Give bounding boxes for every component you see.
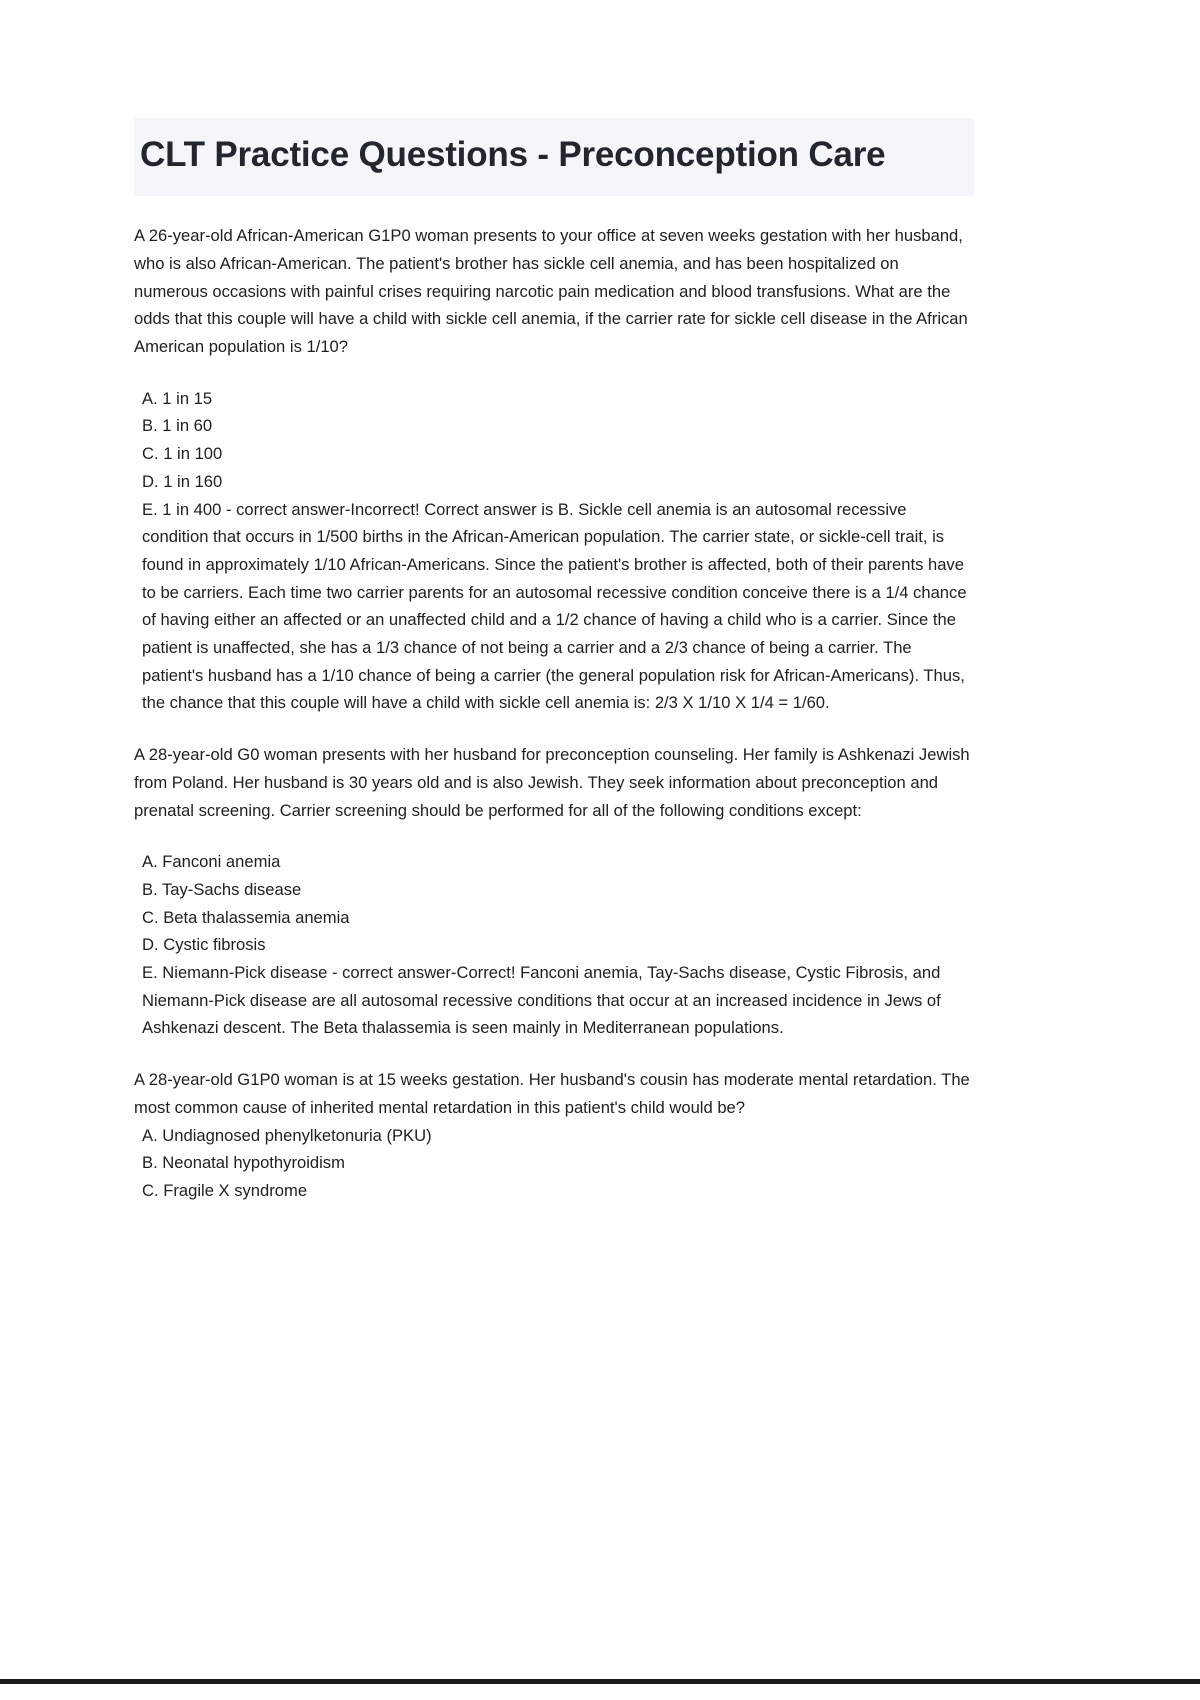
- option-1-e-with-explanation[interactable]: E. 1 in 400 - correct answer-Incorrect! Correct answer is B. Sickle cell anemia is an autosomal recessive condition that occurs in 1/500 births in the African-American population. The carrier state, or sickle-cell trait, is found in approximately 1/10 African-Americans. Since the patient's brother is affected, both of their parents have to be carriers. Each time two carrier parents for an autosomal recessive condition conceive there is a 1/4 chance of having either an affected or an unaffected child and a 1/2 chance of having a child who is a carrier. Since the patient is unaffected, she has a 1/3 chance of not being a carrier and a 2/3 chance of being a carrier. The patient's husband has a 1/10 chance of being a carrier (the general population risk for African-Americans). Thus, the chance that this couple will have a child with sickle cell anemia is: 2/3 X 1/10 X 1/4 = 1/60.: [142, 499, 967, 713]
- option-2-b[interactable]: B. Tay-Sachs disease: [142, 879, 302, 899]
- document-content: [134, 118, 974, 1205]
- option-1-c[interactable]: C. 1 in 100: [142, 444, 223, 464]
- option-1-d[interactable]: D. 1 in 160: [142, 471, 223, 491]
- option-2-e-with-explanation[interactable]: E. Niemann-Pick disease - correct answer-Correct! Fanconi anemia, Tay-Sachs disease, Cystic Fibrosis, and Niemann-Pick disease are all autosomal recessive conditions that occur at an increased incidence in Jews of Ashkenazi descent. The Beta thalassemia is seen mainly in Mediterranean populations.: [142, 963, 941, 1038]
- question-3-options: [134, 1122, 974, 1205]
- question-2-stem: A 28-year-old G0 woman presents with her husband for preconception counseling. Her family is Ashkenazi Jewish from Poland. Her husband is 30 years old and is also Jewish. They seek information about preconception and prenatal screening. Carrier screening should be performed for all of the following conditions except:: [134, 745, 970, 820]
- question-3-stem: A 28-year-old G1P0 woman is at 15 weeks gestation. Her husband's cousin has moderate mental retardation. The most common cause of inherited mental retardation in this patient's child would be?: [134, 1070, 970, 1117]
- option-2-c[interactable]: C. Beta thalassemia anemia: [142, 907, 350, 927]
- option-2-d[interactable]: D. Cystic fibrosis: [142, 935, 266, 955]
- page-title: CLT Practice Questions - Preconception Care: [140, 135, 886, 174]
- option-3-a[interactable]: A. Undiagnosed phenylketonuria (PKU): [142, 1125, 432, 1145]
- question-1-options: [134, 385, 974, 717]
- option-3-c[interactable]: C. Fragile X syndrome: [142, 1180, 308, 1200]
- option-1-a[interactable]: A. 1 in 15: [142, 388, 213, 408]
- document-title-band: [134, 118, 974, 196]
- option-1-b[interactable]: B. 1 in 60: [142, 416, 213, 436]
- option-3-b[interactable]: B. Neonatal hypothyroidism: [142, 1153, 345, 1173]
- question-2-options: [134, 848, 974, 1042]
- question-1-stem: A 26-year-old African-American G1P0 woman presents to your office at seven weeks gestation with her husband, who is also African-American. The patient's brother has sickle cell anemia, and has been hospitalized on numerous occasions with painful crises requiring narcotic pain medication and blood transfusions. What are the odds that this couple will have a child with sickle cell anemia, if the carrier rate for sickle cell disease in the African American population is 1/10?: [134, 226, 968, 356]
- option-2-a[interactable]: A. Fanconi anemia: [142, 852, 281, 872]
- page-footer-rule: [0, 1679, 1200, 1684]
